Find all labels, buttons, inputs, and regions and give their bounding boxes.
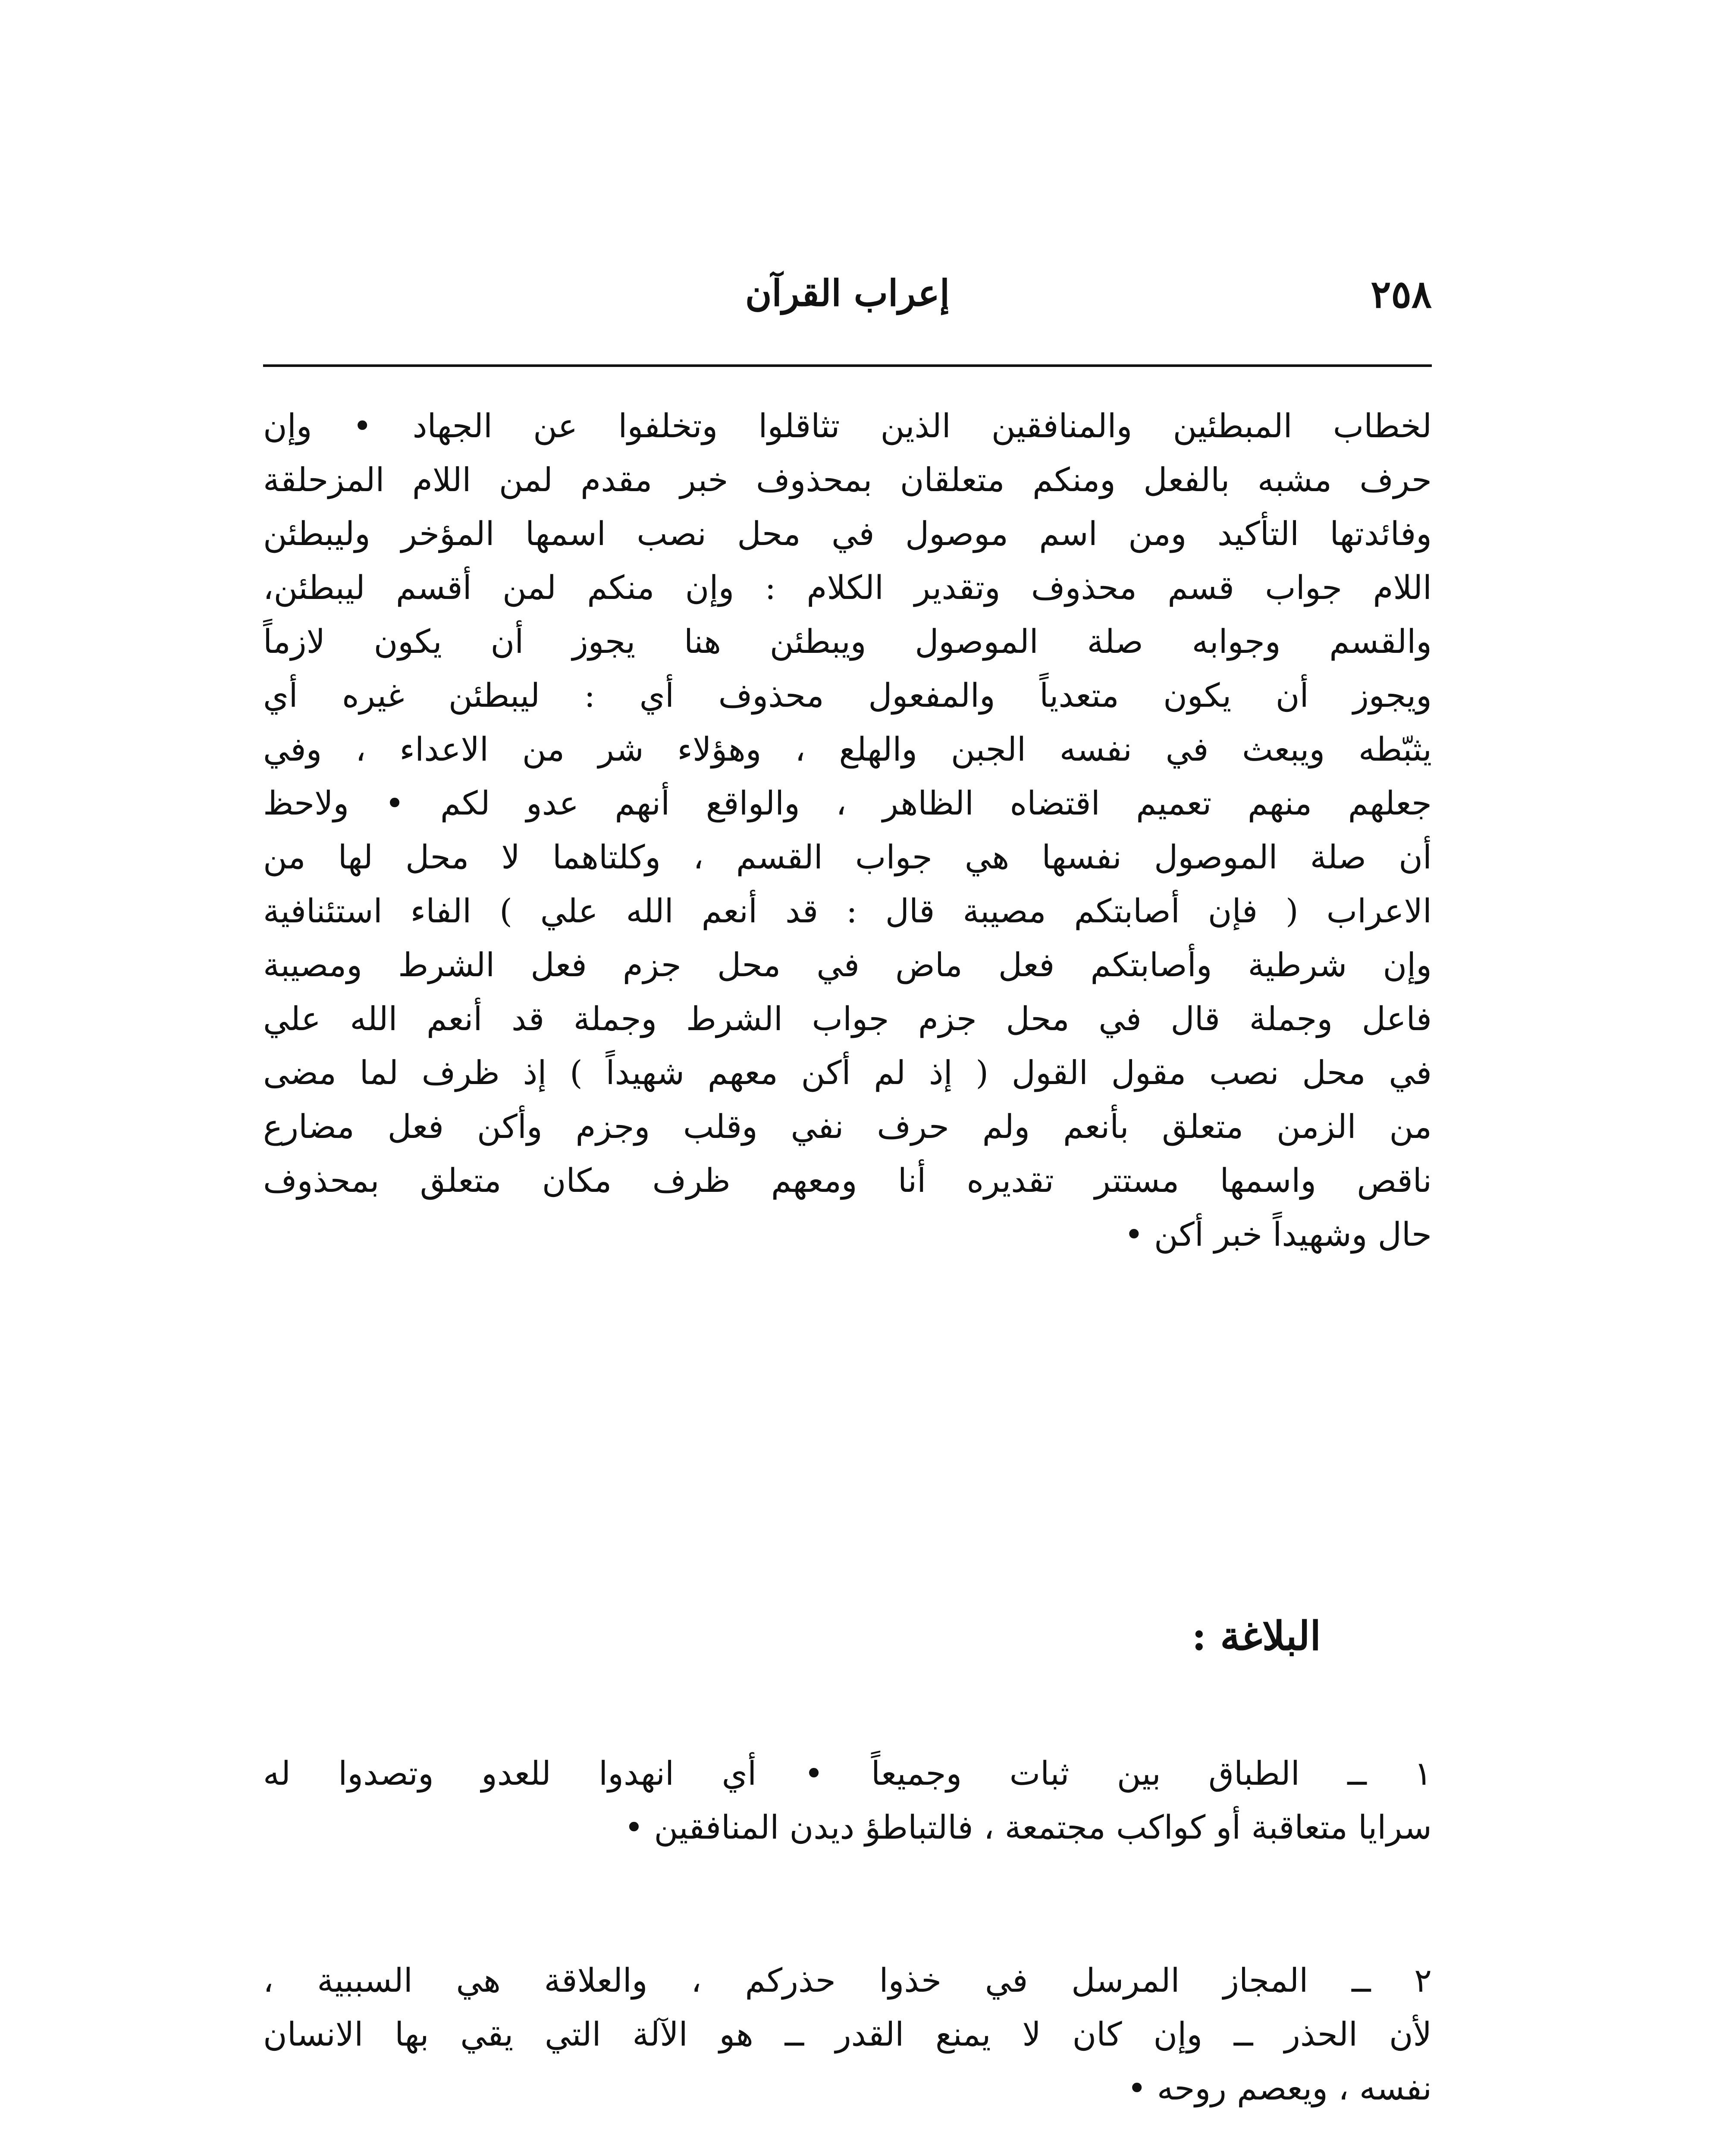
text-line: أن صلة الموصول نفسها هي جواب القسم ، وكلتاهما لا محل لها من bbox=[263, 838, 1432, 876]
text-line: ٢ ــ المجاز المرسل في خذوا حذركم ، والعلاقة هي السببية ، bbox=[263, 1961, 1432, 1999]
text-line: ويجوز أن يكون متعدياً والمفعول محذوف أي : ليبطئن غيره أي bbox=[263, 676, 1432, 714]
text-line: من الزمن متعلق بأنعم ولم حرف نفي وقلب وجزم وأكن فعل مضارع bbox=[263, 1107, 1432, 1146]
text-line: نفسه ، ويعصم روحه • bbox=[1127, 2069, 1432, 2107]
page-header bbox=[263, 259, 1432, 336]
text-line: في محل نصب مقول القول ( إذ لم أكن معهم شهيداً ) إذ ظرف لما مضى bbox=[263, 1053, 1432, 1092]
rhetoric-point-1 bbox=[263, 1746, 1432, 1854]
text-line: وإن شرطية وأصابتكم فعل ماض في محل جزم فعل الشرط ومصيبة bbox=[263, 946, 1432, 984]
text-line: ١ ــ الطباق بين ثبات وجميعاً • أي انهدوا للعدو وتصدوا له bbox=[263, 1754, 1432, 1792]
text-line: لأن الحذر ــ وإن كان لا يمنع القدر ــ هو الآلة التي يقي بها الانسان bbox=[263, 2015, 1432, 2053]
text-line: فاعل وجملة قال في محل جزم جواب الشرط وجملة قد أنعم الله علي bbox=[263, 1000, 1432, 1038]
main-text bbox=[263, 399, 1432, 1261]
text-line: حرف مشبه بالفعل ومنكم متعلقان بمحذوف خبر مقدم لمن اللام المزحلقة bbox=[263, 461, 1432, 499]
text-line: حال وشهيداً خبر أكن • bbox=[1124, 1215, 1432, 1253]
running-title: إعراب القرآن bbox=[745, 272, 950, 314]
text-line: اللام جواب قسم محذوف وتقدير الكلام : وإن منكم لمن أقسم ليبطئن، bbox=[263, 568, 1432, 607]
text-line: يثبّطه ويبعث في نفسه الجبن والهلع ، وهؤلاء شر من الاعداء ، وفي bbox=[263, 730, 1432, 768]
text-line: لخطاب المبطئين والمنافقين الذين تثاقلوا وتخلفوا عن الجهاد • وإن bbox=[263, 407, 1432, 445]
text-line: والقسم وجوابه صلة الموصول ويبطئن هنا يجوز أن يكون لازماً bbox=[263, 622, 1432, 661]
header-divider bbox=[263, 364, 1432, 367]
text-line: سرايا متعاقبة أو كواكب مجتمعة ، فالتباطؤ ديدن المنافقين • bbox=[624, 1808, 1432, 1846]
text-line: وفائدتها التأكيد ومن اسم موصول في محل نصب اسمها المؤخر وليبطئن bbox=[263, 514, 1432, 553]
text-line: الاعراب ( فإن أصابتكم مصيبة قال : قد أنعم الله علي ) الفاء استئنافية bbox=[263, 892, 1432, 930]
text-line: جعلهم منهم تعميم اقتضاه الظاهر ، والواقع أنهم عدو لكم • ولاحظ bbox=[263, 784, 1432, 822]
section-heading: البلاغة : bbox=[1192, 1613, 1321, 1659]
text-line: ناقص واسمها مستتر تقديره أنا ومعهم ظرف مكان متعلق بمحذوف bbox=[263, 1161, 1432, 1200]
rhetoric-point-2 bbox=[263, 1953, 1432, 2115]
page-number: ٢٥٨ bbox=[1371, 272, 1432, 317]
